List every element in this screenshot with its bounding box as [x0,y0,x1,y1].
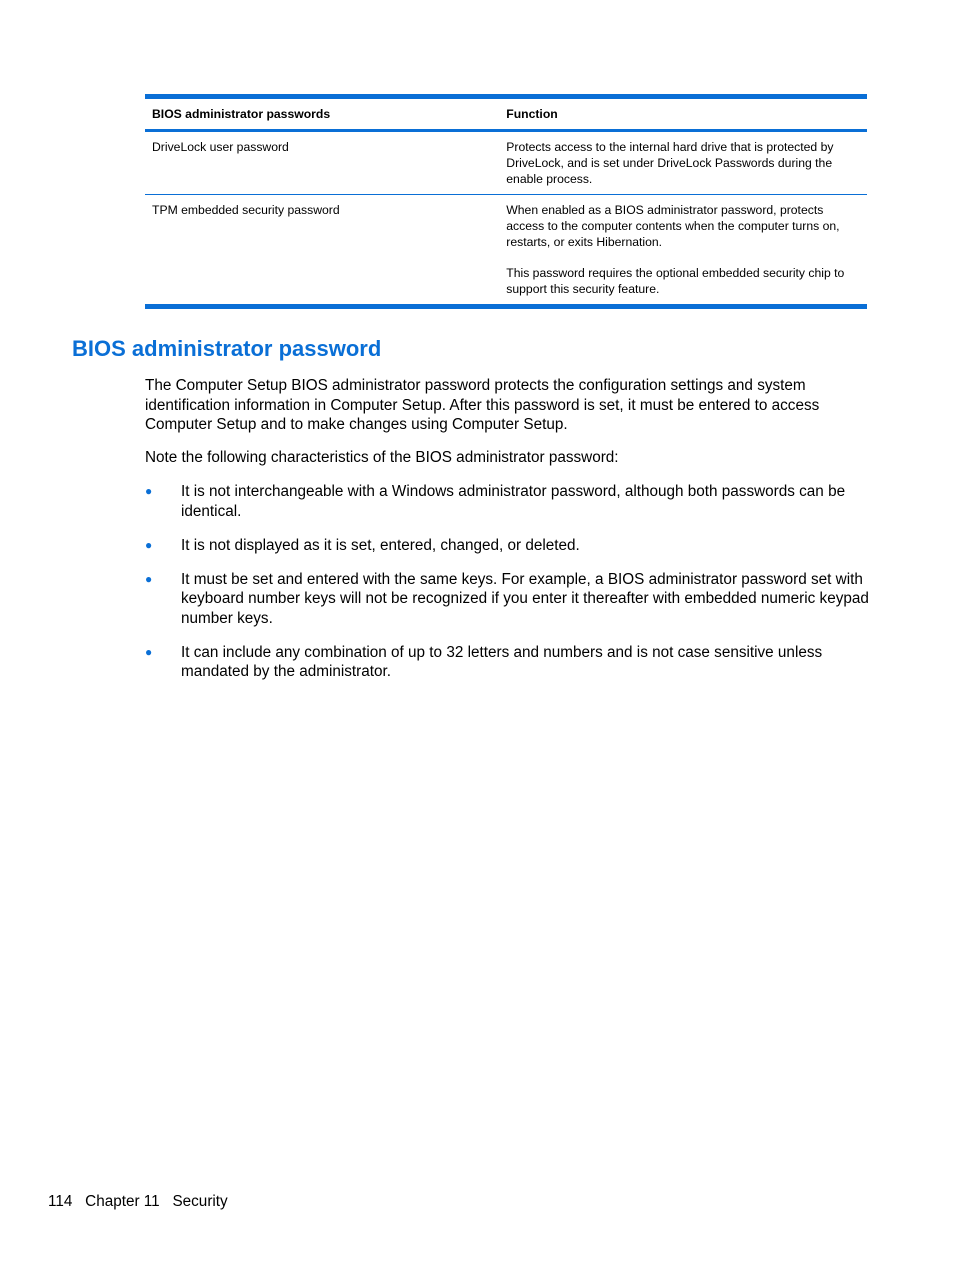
table-header-function: Function [506,107,558,121]
table-cell-password-name: TPM embedded security password [152,203,340,217]
passwords-table-container [145,94,867,309]
characteristics-list [145,482,869,696]
list-item-text: It must be set and entered with the same keys. For example, a BIOS administrator password set with keyboard number keys will not be recognized if you enter it thereafter with embedded numeric keypad number keys. [181,570,869,627]
list-item-text: It is not interchangeable with a Windows administrator password, although both passwords can be identical. [181,483,846,520]
bullet-icon: ● [145,571,153,586]
page-footer [48,1192,228,1211]
list-item-text: It is not displayed as it is set, entered, changed, or deleted. [181,536,580,554]
footer-chapter-title: Security [172,1193,228,1210]
footer-chapter: Chapter 11 [85,1193,160,1210]
table-header-row [145,97,867,131]
intro-paragraph: The Computer Setup BIOS administrator password protects the configuration settings and system identification information in Computer Setup. After this password is set, it must be entered to access Computer Setup and to make changes using Computer Setup. [145,377,820,433]
list-item [145,482,869,521]
bullet-icon: ● [145,644,153,659]
table-row [145,131,867,195]
note-paragraph: Note the following characteristics of the BIOS administrator password: [145,449,619,466]
function-text: This password requires the optional embedded security chip to support this security feature. [506,266,845,296]
table-cell-function [499,195,867,307]
bullet-icon: ● [145,537,153,552]
table-row [145,195,867,307]
table-cell-function [499,131,867,195]
list-item [145,570,869,629]
table-cell-password-name: DriveLock user password [152,140,289,154]
function-text: Protects access to the internal hard drive that is protected by DriveLock, and is set under DriveLock Passwords during the enable process. [506,140,834,186]
bios-passwords-table [145,94,867,309]
bullet-icon: ● [145,484,153,498]
page-number: 114 [48,1193,73,1210]
section-heading: BIOS administrator password [72,336,382,361]
table-header-passwords: BIOS administrator passwords [152,107,331,121]
list-item-text: It can include any combination of up to 32 letters and numbers and is not case sensitive unless mandated by the administrator. [181,643,823,680]
list-item [145,536,869,556]
function-text: When enabled as a BIOS administrator password, protects access to the computer contents when the computer turns on, restarts, or exits Hibernation. [506,203,840,249]
list-item [145,643,869,682]
